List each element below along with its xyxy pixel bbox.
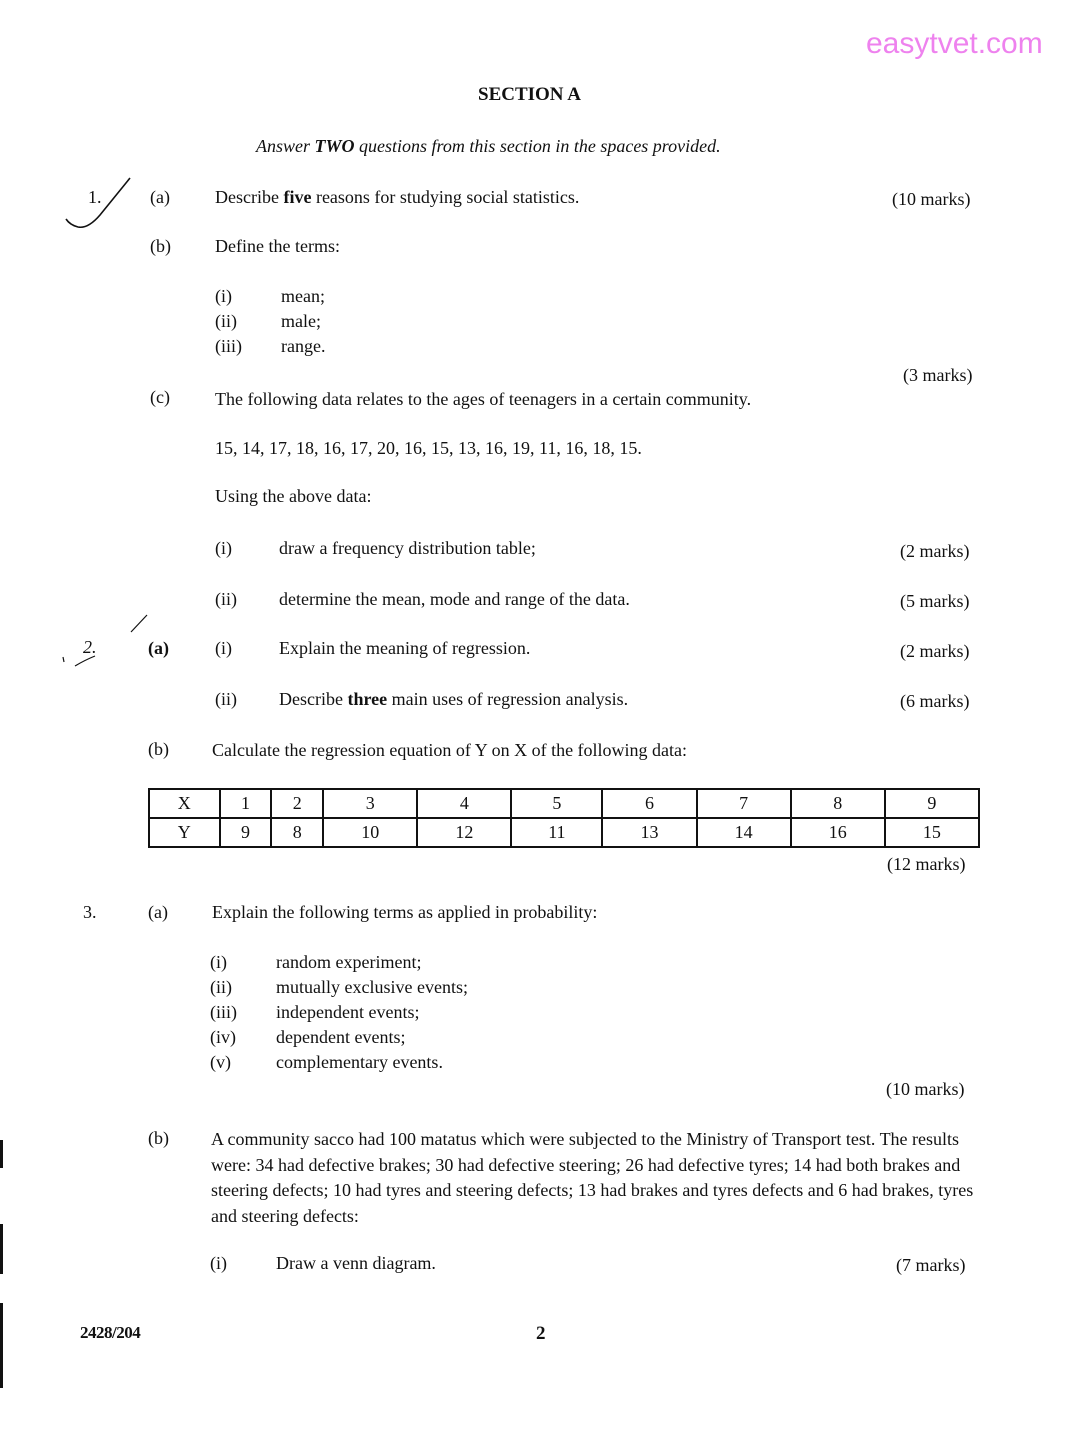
table-cell: 7 — [697, 789, 791, 818]
scan-margin-line — [0, 1224, 3, 1274]
data-values: 15, 14, 17, 18, 16, 17, 20, 16, 15, 13, 16, 19, 11, 16, 18, 15. — [215, 438, 642, 458]
marks-label: (6 marks) — [900, 691, 970, 711]
roman-numeral: (i) — [215, 286, 232, 306]
regression-data-table — [148, 788, 980, 848]
term: mean; — [281, 286, 325, 306]
roman-numeral: (ii) — [210, 977, 232, 997]
section-title: SECTION A — [478, 84, 581, 105]
table-row-y — [149, 818, 979, 847]
term: determine the mean, mode and range of the data. — [279, 589, 630, 609]
question-text: The following data relates to the ages of teenagers in a certain community. — [215, 389, 752, 409]
table-cell: 16 — [791, 818, 885, 847]
marks-label: (10 marks) — [892, 189, 971, 209]
part-label: (c) — [150, 387, 170, 407]
term: draw a frequency distribution table; — [279, 538, 536, 558]
watermark: easytvet.com — [866, 27, 1043, 60]
instruction-bold: TWO — [314, 136, 355, 156]
roman-numeral: (iii) — [210, 1002, 237, 1022]
marks-label: (3 marks) — [903, 365, 973, 385]
roman-numeral: (v) — [210, 1052, 231, 1072]
text-bold: five — [283, 187, 312, 207]
question-text: Calculate the regression equation of Y on X of the following data: — [212, 740, 688, 760]
marks-label: (7 marks) — [896, 1255, 966, 1275]
tick-mark-icon — [60, 175, 140, 235]
paper-code: 2428/204 — [80, 1323, 141, 1342]
roman-numeral: (ii) — [215, 689, 237, 709]
question-text — [215, 186, 579, 208]
table-cell: 15 — [885, 818, 979, 847]
term: complementary events. — [276, 1052, 443, 1072]
table-row-x — [149, 789, 979, 818]
tick-mark-icon — [55, 612, 155, 672]
table-cell: 6 — [602, 789, 696, 818]
term: mutually exclusive events; — [276, 977, 468, 997]
term-pre: Describe — [279, 689, 348, 709]
scan-margin-line — [0, 1140, 3, 1168]
term: random experiment; — [276, 952, 422, 972]
question-text: Using the above data: — [215, 486, 372, 506]
section-instruction — [256, 136, 721, 157]
table-cell: 8 — [271, 818, 323, 847]
roman-numeral: (i) — [215, 638, 232, 658]
table-header-cell: Y — [149, 818, 220, 847]
table-cell: 12 — [417, 818, 511, 847]
table-cell: 11 — [511, 818, 602, 847]
roman-numeral: (ii) — [215, 589, 237, 609]
part-label: (a) — [148, 902, 168, 922]
table-cell: 1 — [220, 789, 272, 818]
text-post: reasons for studying social statistics. — [311, 187, 580, 207]
roman-numeral: (iii) — [215, 336, 242, 356]
term: dependent events; — [276, 1027, 406, 1047]
part-label: (b) — [150, 236, 171, 256]
table-cell: 5 — [511, 789, 602, 818]
marks-label: (12 marks) — [887, 854, 966, 874]
term-bold: three — [347, 689, 388, 709]
roman-numeral: (i) — [215, 538, 232, 558]
page-number: 2 — [536, 1323, 546, 1344]
part-label: (a) — [150, 187, 170, 207]
question-number: 1. — [88, 187, 102, 207]
roman-numeral: (i) — [210, 1253, 227, 1273]
table-cell: 2 — [271, 789, 323, 818]
roman-numeral: (ii) — [215, 311, 237, 331]
term: independent events; — [276, 1002, 420, 1022]
marks-label: (10 marks) — [886, 1079, 965, 1099]
question-text: Explain the following terms as applied in probability: — [212, 902, 598, 922]
term: Draw a venn diagram. — [276, 1253, 436, 1273]
question-text: Define the terms: — [215, 236, 340, 256]
question-number: 3. — [83, 902, 97, 922]
table-header-cell: X — [149, 789, 220, 818]
roman-numeral: (i) — [210, 952, 227, 972]
marks-label: (2 marks) — [900, 541, 970, 561]
table-cell: 9 — [220, 818, 272, 847]
marks-label: (2 marks) — [900, 641, 970, 661]
instruction-pre: Answer — [256, 136, 315, 156]
term-post: main uses of regression analysis. — [387, 689, 629, 709]
table-cell: 10 — [323, 818, 417, 847]
table-cell: 14 — [697, 818, 791, 847]
table-cell: 8 — [791, 789, 885, 818]
instruction-post: questions from this section in the spaces provided. — [354, 136, 721, 156]
term: male; — [281, 311, 321, 331]
scan-margin-line — [0, 1303, 3, 1388]
question-paragraph: A community sacco had 100 matatus which were subjected to the Ministry of Transport test. The results were: 34 had defective brakes; 30 had defective steering; 26 had defective tyres; 14 had both brakes and steering defects; 10 had tyres and steering defects; 13 had brakes and tyres defects and 6 had brakes, tyres and steering defects: — [211, 1129, 974, 1226]
table-cell: 3 — [323, 789, 417, 818]
marks-label: (5 marks) — [900, 591, 970, 611]
roman-numeral: (iv) — [210, 1027, 236, 1047]
table-cell: 4 — [417, 789, 511, 818]
part-label: (b) — [148, 1128, 169, 1148]
table-cell: 9 — [885, 789, 979, 818]
term: Explain the meaning of regression. — [279, 638, 531, 658]
term — [279, 688, 628, 710]
term: range. — [281, 336, 326, 356]
question-number: 2. — [83, 637, 97, 657]
table-cell: 13 — [602, 818, 696, 847]
text-pre: Describe — [215, 187, 284, 207]
part-label: (a) — [148, 638, 169, 658]
part-label: (b) — [148, 739, 169, 759]
